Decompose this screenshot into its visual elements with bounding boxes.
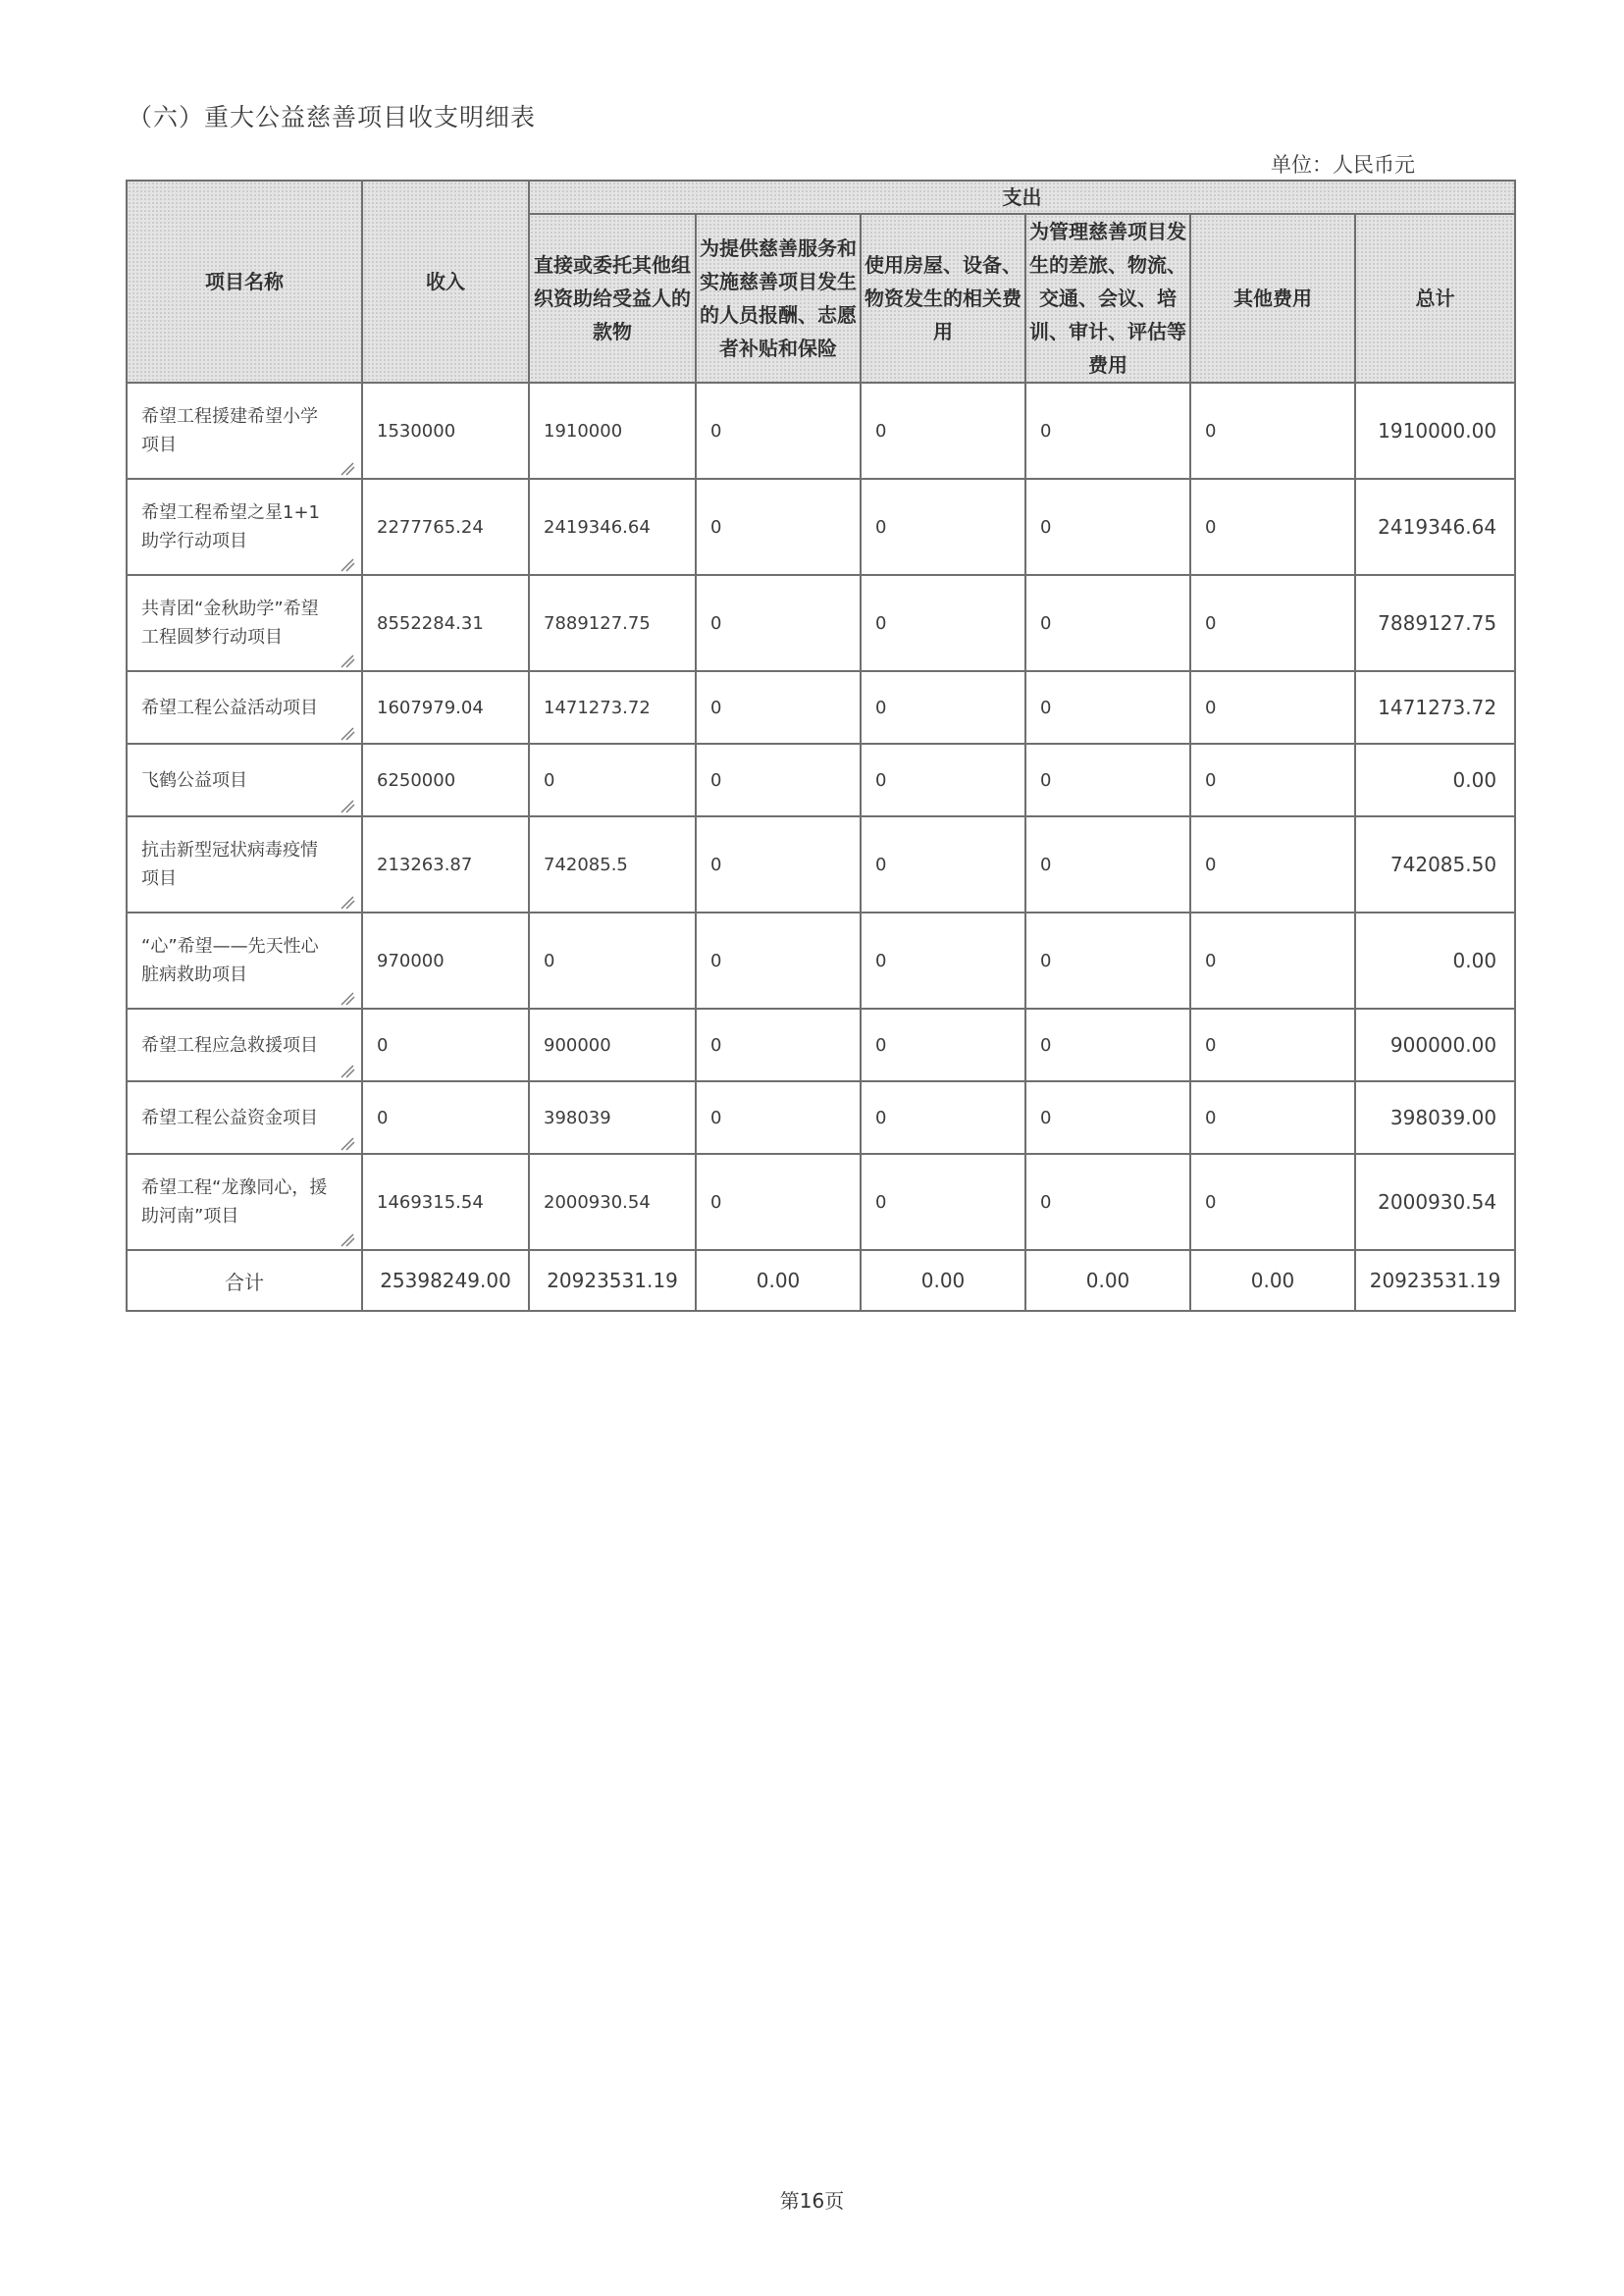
cell-total	[1355, 913, 1515, 1009]
income-text: 1469315.54	[377, 1191, 484, 1213]
resize-handle-icon	[340, 1059, 355, 1074]
table-row	[127, 479, 1515, 575]
cell-facility	[861, 1154, 1025, 1250]
other-text: 0	[1205, 1107, 1217, 1128]
cell-personnel	[696, 1154, 861, 1250]
management-text: 0	[1040, 516, 1052, 538]
cell-other	[1190, 816, 1355, 913]
name-text: 希望工程“龙豫同心，援助河南”项目	[141, 1177, 328, 1226]
facility-text: 0	[875, 697, 887, 718]
summary-facility: 0.00	[861, 1250, 1025, 1311]
name-text: 共青团“金秋助学”希望工程圆梦行动项目	[141, 599, 319, 648]
other-text: 0	[1205, 854, 1217, 875]
income-text: 1607979.04	[377, 697, 484, 718]
cell-personnel	[696, 671, 861, 744]
summary-other: 0.00	[1190, 1250, 1355, 1311]
personnel-text: 0	[710, 420, 722, 442]
cell-direct	[529, 816, 696, 913]
cell-total	[1355, 671, 1515, 744]
cell-total	[1355, 479, 1515, 575]
cell-total	[1355, 383, 1515, 479]
cell-facility	[861, 671, 1025, 744]
cell-management	[1025, 1009, 1190, 1081]
resize-handle-icon	[340, 721, 355, 737]
cell-personnel	[696, 575, 861, 671]
cell-name	[127, 575, 362, 671]
cell-income	[362, 1009, 529, 1081]
summary-row	[127, 1250, 1515, 1311]
income-text: 6250000	[377, 769, 456, 791]
cell-management	[1025, 1081, 1190, 1154]
direct-text: 398039	[544, 1107, 611, 1128]
resize-handle-icon	[340, 456, 355, 472]
management-text: 0	[1040, 769, 1052, 791]
table-row	[127, 1154, 1515, 1250]
cell-management	[1025, 1154, 1190, 1250]
other-text: 0	[1205, 950, 1217, 971]
total-text: 1471273.72	[1378, 696, 1497, 719]
cell-total	[1355, 1009, 1515, 1081]
cell-personnel	[696, 744, 861, 816]
management-text: 0	[1040, 1107, 1052, 1128]
cell-name	[127, 1154, 362, 1250]
table-row	[127, 913, 1515, 1009]
summary-personnel: 0.00	[696, 1250, 861, 1311]
table-row	[127, 1009, 1515, 1081]
cell-name	[127, 1081, 362, 1154]
cell-other	[1190, 744, 1355, 816]
cell-management	[1025, 816, 1190, 913]
total-text: 0.00	[1452, 949, 1497, 972]
personnel-text: 0	[710, 516, 722, 538]
cell-income	[362, 1154, 529, 1250]
name-text: 抗击新型冠状病毒疫情项目	[141, 840, 318, 889]
cell-personnel	[696, 383, 861, 479]
table-row	[127, 1081, 1515, 1154]
other-text: 0	[1205, 420, 1217, 442]
table-row	[127, 383, 1515, 479]
table-row	[127, 575, 1515, 671]
cell-other	[1190, 1009, 1355, 1081]
facility-text: 0	[875, 1191, 887, 1213]
cell-name	[127, 479, 362, 575]
management-text: 0	[1040, 420, 1052, 442]
cell-income	[362, 913, 529, 1009]
resize-handle-icon	[340, 890, 355, 906]
management-text: 0	[1040, 1191, 1052, 1213]
summary-income: 25398249.00	[362, 1250, 529, 1311]
cell-facility	[861, 744, 1025, 816]
direct-text: 0	[544, 950, 555, 971]
cell-direct	[529, 1154, 696, 1250]
cell-personnel	[696, 913, 861, 1009]
cell-management	[1025, 575, 1190, 671]
table-row	[127, 671, 1515, 744]
facility-text: 0	[875, 1107, 887, 1128]
page-number: 第16页	[779, 2189, 845, 2213]
cell-direct	[529, 1009, 696, 1081]
facility-text: 0	[875, 1034, 887, 1056]
facility-text: 0	[875, 612, 887, 634]
cell-personnel	[696, 1081, 861, 1154]
cell-management	[1025, 479, 1190, 575]
cell-income	[362, 744, 529, 816]
summary-label: 合计	[127, 1250, 362, 1311]
income-text: 0	[377, 1034, 389, 1056]
cell-total	[1355, 1154, 1515, 1250]
total-text: 0.00	[1452, 768, 1497, 792]
unit-label: 单位：人民币元	[1271, 153, 1415, 177]
name-text: 希望工程应急救援项目	[141, 1034, 318, 1056]
cell-name	[127, 913, 362, 1009]
resize-handle-icon	[340, 1131, 355, 1147]
other-text: 0	[1205, 516, 1217, 538]
name-text: 希望工程公益活动项目	[141, 697, 318, 718]
total-text: 742085.50	[1389, 853, 1497, 876]
header-personnel: 为提供慈善服务和实施慈善项目发生的人员报酬、志愿者补贴和保险	[696, 214, 861, 383]
facility-text: 0	[875, 950, 887, 971]
direct-text: 2419346.64	[544, 516, 651, 538]
table-row	[127, 816, 1515, 913]
facility-text: 0	[875, 854, 887, 875]
cell-direct	[529, 744, 696, 816]
cell-income	[362, 1081, 529, 1154]
name-text: 希望工程援建希望小学项目	[141, 406, 318, 455]
cell-personnel	[696, 816, 861, 913]
personnel-text: 0	[710, 1107, 722, 1128]
total-text: 900000.00	[1389, 1033, 1497, 1057]
income-text: 2277765.24	[377, 516, 484, 538]
cell-personnel	[696, 479, 861, 575]
cell-facility	[861, 383, 1025, 479]
cell-name	[127, 383, 362, 479]
management-text: 0	[1040, 697, 1052, 718]
income-text: 213263.87	[377, 854, 473, 875]
other-text: 0	[1205, 697, 1217, 718]
income-text: 8552284.31	[377, 612, 484, 634]
resize-handle-icon	[340, 1227, 355, 1243]
cell-name	[127, 816, 362, 913]
name-text: “心”希望——先天性心脏病救助项目	[141, 936, 319, 985]
cell-direct	[529, 1081, 696, 1154]
personnel-text: 0	[710, 854, 722, 875]
total-text: 2000930.54	[1378, 1190, 1497, 1214]
personnel-text: 0	[710, 769, 722, 791]
summary-direct: 20923531.19	[529, 1250, 696, 1311]
income-text: 1530000	[377, 420, 456, 442]
cell-income	[362, 383, 529, 479]
personnel-text: 0	[710, 950, 722, 971]
cell-direct	[529, 383, 696, 479]
cell-name	[127, 744, 362, 816]
cell-total	[1355, 744, 1515, 816]
cell-facility	[861, 913, 1025, 1009]
name-text: 飞鹤公益项目	[141, 769, 247, 791]
cell-other	[1190, 575, 1355, 671]
cell-income	[362, 816, 529, 913]
direct-text: 1471273.72	[544, 697, 651, 718]
cell-income	[362, 575, 529, 671]
facility-text: 0	[875, 769, 887, 791]
cell-total	[1355, 575, 1515, 671]
header-direct: 直接或委托其他组织资助给受益人的款物	[529, 214, 696, 383]
other-text: 0	[1205, 1034, 1217, 1056]
header-name: 项目名称	[127, 181, 362, 383]
direct-text: 1910000	[544, 420, 623, 442]
charity-project-table	[126, 180, 1516, 1312]
cell-facility	[861, 479, 1025, 575]
personnel-text: 0	[710, 1191, 722, 1213]
resize-handle-icon	[340, 552, 355, 568]
cell-name	[127, 671, 362, 744]
name-text: 希望工程希望之星1+1助学行动项目	[141, 502, 320, 551]
direct-text: 0	[544, 769, 555, 791]
income-text: 970000	[377, 950, 445, 971]
other-text: 0	[1205, 769, 1217, 791]
other-text: 0	[1205, 612, 1217, 634]
cell-personnel	[696, 1009, 861, 1081]
income-text: 0	[377, 1107, 389, 1128]
facility-text: 0	[875, 516, 887, 538]
total-text: 1910000.00	[1378, 419, 1497, 443]
cell-other	[1190, 671, 1355, 744]
management-text: 0	[1040, 950, 1052, 971]
cell-name	[127, 1009, 362, 1081]
facility-text: 0	[875, 420, 887, 442]
direct-text: 742085.5	[544, 854, 628, 875]
name-text: 希望工程公益资金项目	[141, 1107, 318, 1128]
personnel-text: 0	[710, 697, 722, 718]
cell-other	[1190, 479, 1355, 575]
cell-income	[362, 479, 529, 575]
resize-handle-icon	[340, 794, 355, 809]
cell-income	[362, 671, 529, 744]
table-row	[127, 744, 1515, 816]
cell-facility	[861, 1009, 1025, 1081]
header-management: 为管理慈善项目发生的差旅、物流、交通、会议、培训、审计、评估等费用	[1025, 214, 1190, 383]
other-text: 0	[1205, 1191, 1217, 1213]
cell-other	[1190, 1081, 1355, 1154]
personnel-text: 0	[710, 612, 722, 634]
resize-handle-icon	[340, 649, 355, 664]
cell-other	[1190, 1154, 1355, 1250]
total-text: 7889127.75	[1378, 611, 1497, 635]
section-title: （六）重大公益慈善项目收支明细表	[128, 103, 537, 131]
cell-direct	[529, 575, 696, 671]
direct-text: 2000930.54	[544, 1191, 651, 1213]
header-other: 其他费用	[1190, 214, 1355, 383]
summary-total: 20923531.19	[1355, 1250, 1515, 1311]
cell-direct	[529, 479, 696, 575]
header-facility: 使用房屋、设备、物资发生的相关费用	[861, 214, 1025, 383]
cell-management	[1025, 383, 1190, 479]
cell-facility	[861, 816, 1025, 913]
header-expense-group: 支出	[529, 181, 1515, 214]
cell-direct	[529, 671, 696, 744]
management-text: 0	[1040, 1034, 1052, 1056]
management-text: 0	[1040, 612, 1052, 634]
cell-other	[1190, 383, 1355, 479]
header-income: 收入	[362, 181, 529, 383]
table-body	[127, 383, 1515, 1250]
cell-total	[1355, 1081, 1515, 1154]
cell-facility	[861, 1081, 1025, 1154]
cell-management	[1025, 671, 1190, 744]
cell-management	[1025, 744, 1190, 816]
management-text: 0	[1040, 854, 1052, 875]
total-text: 398039.00	[1389, 1106, 1497, 1129]
direct-text: 900000	[544, 1034, 611, 1056]
header-total: 总计	[1355, 214, 1515, 383]
total-text: 2419346.64	[1378, 515, 1497, 539]
cell-facility	[861, 575, 1025, 671]
direct-text: 7889127.75	[544, 612, 651, 634]
cell-total	[1355, 816, 1515, 913]
cell-management	[1025, 913, 1190, 1009]
summary-management: 0.00	[1025, 1250, 1190, 1311]
cell-direct	[529, 913, 696, 1009]
resize-handle-icon	[340, 986, 355, 1002]
personnel-text: 0	[710, 1034, 722, 1056]
cell-other	[1190, 913, 1355, 1009]
